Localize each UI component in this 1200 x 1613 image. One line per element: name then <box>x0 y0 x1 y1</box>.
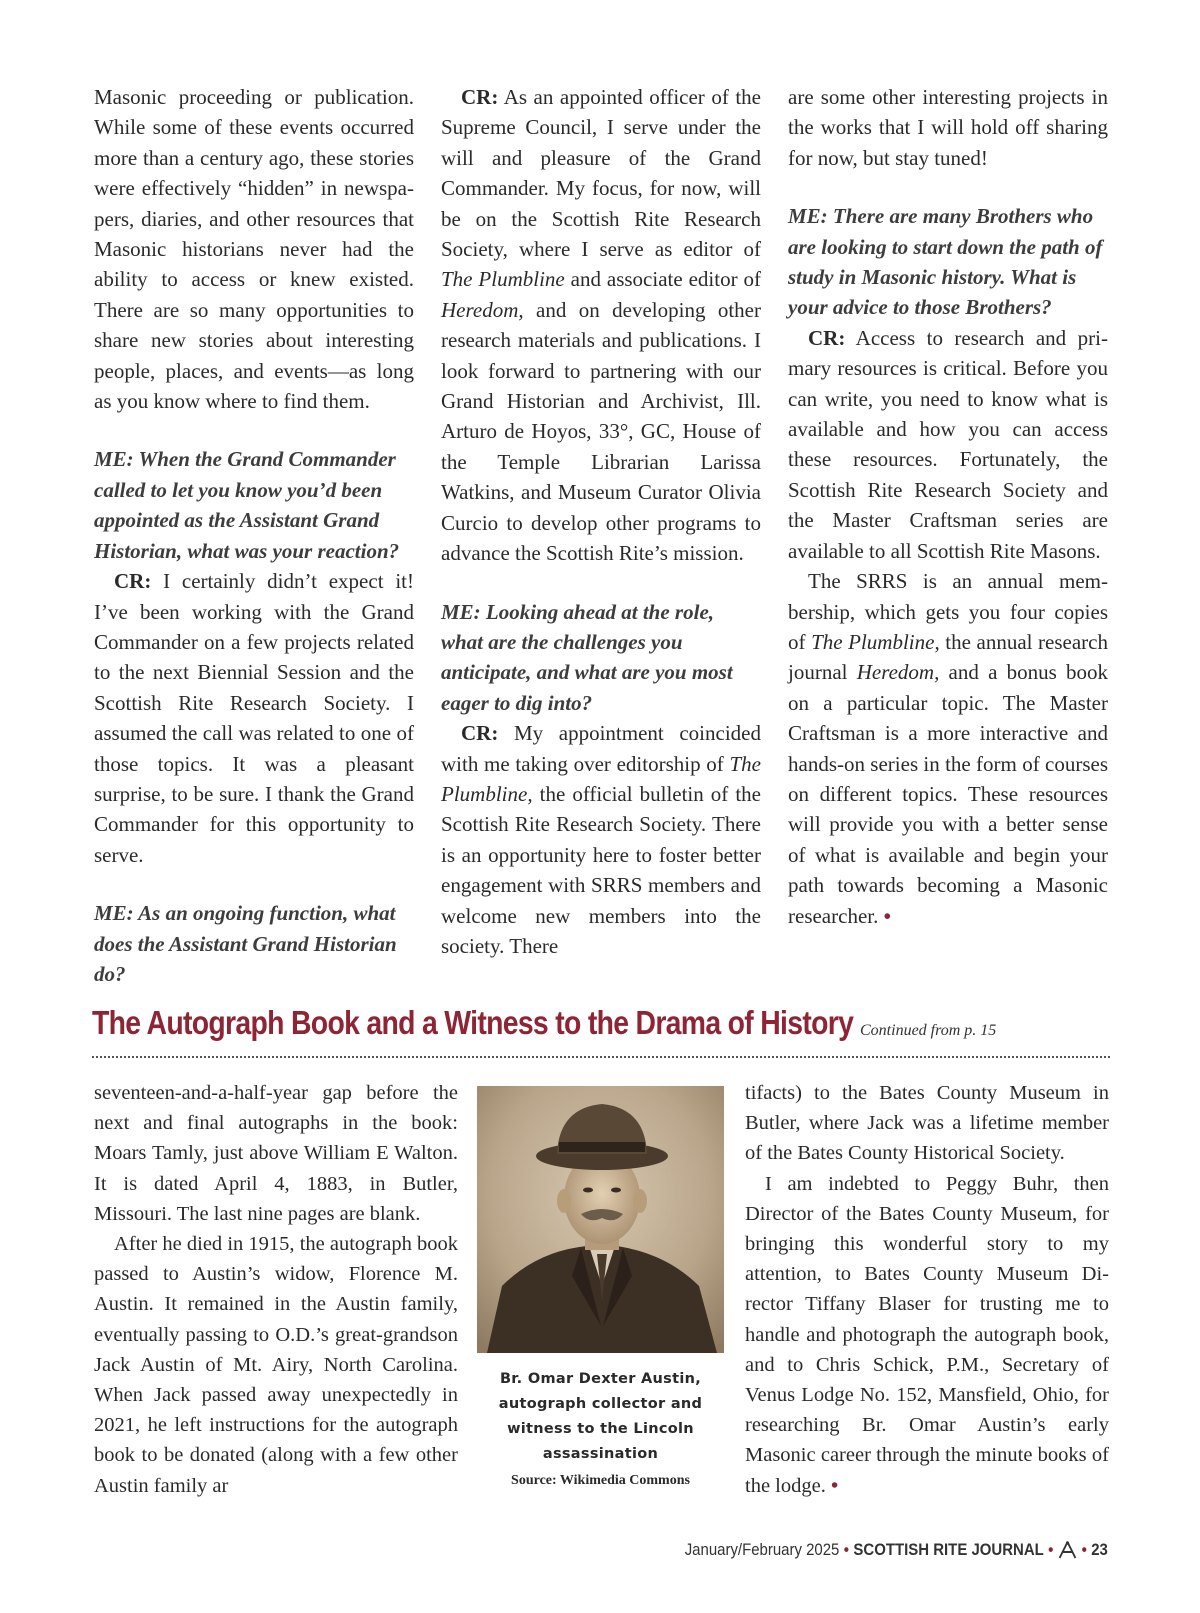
answer-text: I certainly didn’t expect it! I’ve been working with the Grand Commander on a few projects related to the next Biennial Session and the Scottish Rite Research Society. I assumed the call was related to one of those topics. It was a pleasant surprise, to be sure. I thank the Grand Commander for this opportunity to serve. <box>94 569 414 867</box>
continued-from-link[interactable]: Continued from p. 15 <box>860 1022 997 1039</box>
answer-text: the official bulletin of the Scottish Rite Research Society. There is an opportunity here to foster better engagement with SRRS members and welcome new members into the society. There <box>441 781 761 958</box>
journal-name: SCOTTISH RITE JOURNAL <box>853 1540 1044 1559</box>
paragraph <box>788 566 1108 931</box>
publication-title: The Plumbline <box>811 629 935 654</box>
answer-text: My appointment coincided with me taking over editorship of <box>441 721 761 776</box>
portrait-photo <box>477 1086 724 1353</box>
figure-source: Source: Wikimedia Commons <box>511 1473 690 1488</box>
page-number: 23 <box>1091 1540 1108 1559</box>
paragraph-text: The SRRS is an annual membership, which gets you four copies of <box>788 569 1108 654</box>
paragraph-text: , the annual research journal <box>788 629 1108 685</box>
answer-text: and associate editor of <box>564 267 761 292</box>
separator-dot: • <box>1081 1540 1087 1559</box>
speaker-label: CR: <box>461 721 499 746</box>
interview-column-3 <box>788 82 1108 931</box>
interview-question: ME: When the Grand Commander called to let you know you’d been appointed as the Assistant Grand Historian, what was your reaction? <box>94 447 400 563</box>
page-footer <box>685 1540 1108 1560</box>
end-mark: • <box>830 1474 839 1497</box>
interview-column-2 <box>441 82 761 961</box>
publication-title: The Plumbline, <box>441 751 761 806</box>
issue-date: January/February 2025 <box>684 1540 840 1559</box>
section-title: The Autograph Book and a Witness to the Drama of History <box>92 1004 854 1041</box>
paragraph <box>745 1169 1109 1501</box>
publication-title: Heredom, <box>856 660 940 685</box>
interview-question: ME: Looking ahead at the role, what are the challenges you anticipate, and what are you most eager to dig into? <box>441 599 733 715</box>
double-eagle-compass-icon <box>1058 1541 1077 1559</box>
figure-caption: Br. Omar Dexter Austin, autograph collector and witness to the Lincoln assassination <box>498 1371 703 1462</box>
publication-title: The Plumbline <box>441 267 565 292</box>
portrait-figure <box>477 1086 724 1489</box>
section-heading <box>92 1004 1110 1062</box>
answer-text: and on developing other research materials and publications. I look forward to partnering with our Grand Historian and Archivist, Ill. Arturo de Hoyos, 33°, GC, House of the Temple Librarian Larissa Watkins, and Museum Curator Olivia Curcio to develop other programs to advance the Scottish Rite’s mission. <box>441 297 761 566</box>
end-mark: • <box>883 903 891 928</box>
article-column-2 <box>745 1078 1109 1501</box>
paragraph: are some other interesting projects in the works that I will hold off sharing for now, but stay tuned! <box>788 85 1108 170</box>
paragraph-text: I am indebted to Peggy Buhr, then Director of the Bates County Museum, for bringing this wonderful story to my attention, to Bates County Museum Director Tiffany Blaser for trusting me to handle and photograph the autograph book, and to Chris Schick, P.M., Secretary of Venus Lodge No. 152, Mansfield, Ohio, for researching Br. Omar Austin’s early Masonic career through the minute books of the lodge. <box>745 1172 1109 1497</box>
paragraph: After he died in 1915, the autograph book passed to Austin’s widow, Florence M. Austin. It remained in the Austin family, eventually passing to O.D.’s great-grandson Jack Austin of Mt. Airy, North Carolina. When Jack passed away unexpectedly in 2021, he left instructions for the autograph book to be donated (along with a few other Austin family ar <box>94 1233 458 1497</box>
separator-dot: • <box>1048 1540 1054 1559</box>
speaker-label: CR: <box>808 325 846 350</box>
paragraph: tifacts) to the Bates County Museum in Butler, where Jack was a lifetime member of the Bates County Historical Society. <box>745 1082 1109 1165</box>
interview-answer <box>788 323 1108 566</box>
article-column-1 <box>94 1078 458 1501</box>
interview-answer <box>441 82 761 569</box>
interview-answer <box>441 718 761 961</box>
publication-title: Heredom, <box>441 297 524 322</box>
speaker-label: CR: <box>461 85 499 109</box>
interview-answer <box>94 566 414 870</box>
dotted-divider <box>92 1056 1110 1058</box>
speaker-label: CR: <box>114 569 152 594</box>
answer-text: Access to research and primary resources is critical. Before you can write, you need to know what is available and how you can access these resources. Fortunately, the Scottish Rite Research Society and the Master Craftsman series are available to all Scottish Rite Masons. <box>788 325 1108 563</box>
interview-column-1 <box>94 82 414 989</box>
paragraph: seventeen-and-a-half-year gap before the next and final autographs in the book: Moars Tamly, just above William E Walton. It is dated April 4, 1883, in Butler, Missouri. The last nine pages are blank. <box>94 1082 458 1225</box>
answer-text: As an appointed officer of the Supreme Council, I serve under the will and pleasure of the Grand Commander. My focus, for now, will be on the Scottish Rite Research Society, where I serve as editor of <box>441 85 761 262</box>
paragraph-text: and a bonus book on a particular topic. The Master Craftsman is a more interactive and hands-on series in the form of courses on different topics. These resources will provide you with a better sense of what is available and begin your path towards becoming a Masonic researcher. <box>788 660 1108 928</box>
interview-question: ME: As an ongoing function, what does the Assistant Grand Historian do? <box>94 901 397 986</box>
paragraph: Masonic proceeding or publication. While some of these events occurred more than a century ago, these stories were effectively “hidden” in newspapers, diaries, and other resources that Masonic historians never had the ability to access or knew existed. There are so many opportunities to share new stories about interesting people, places, and events—as long as you know where to find them. <box>94 85 414 414</box>
separator-dot: • <box>843 1540 850 1559</box>
interview-question: ME: There are many Brothers who are looking to start down the path of study in Masonic history. What is your advice to those Brothers? <box>788 204 1103 320</box>
